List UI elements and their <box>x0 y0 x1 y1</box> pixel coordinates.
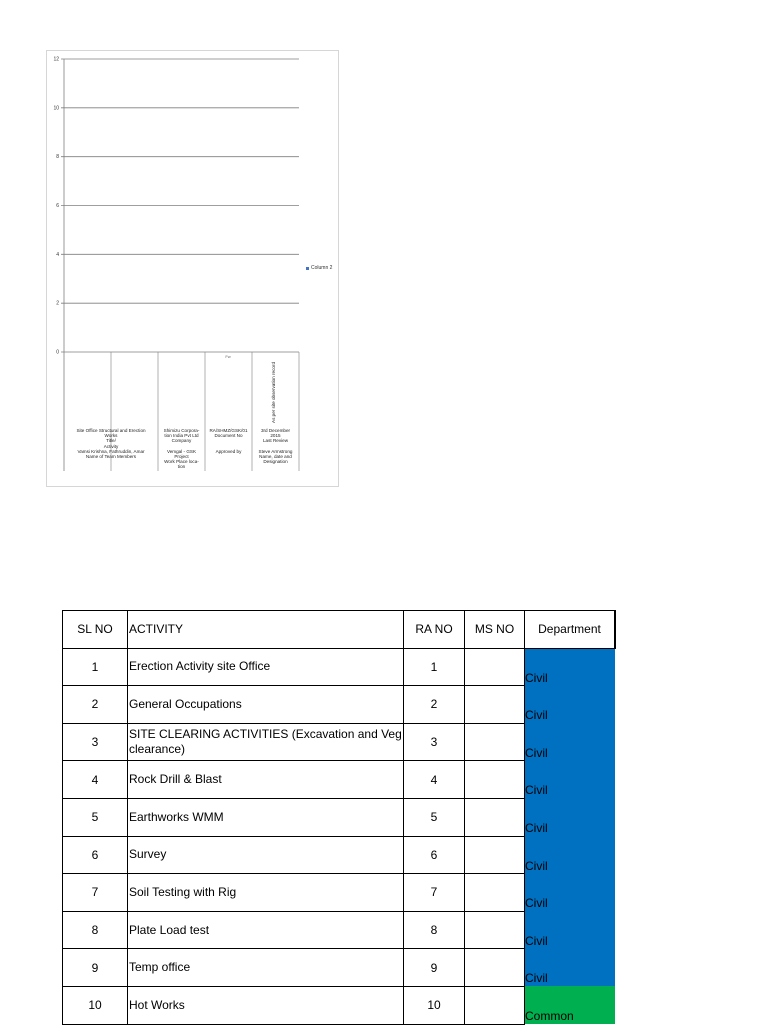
ms-no-cell <box>465 648 525 686</box>
department-cell: Civil <box>525 798 616 836</box>
department-cell: Civil <box>525 686 616 724</box>
sl-no-cell: 5 <box>63 798 128 836</box>
category-label-line: RA/SHMZ/GSK/01 <box>209 428 248 433</box>
category-label-line: 2015 <box>270 433 281 439</box>
department-cell: Civil <box>525 761 616 799</box>
table-row[interactable] <box>63 723 616 761</box>
header-department: Department <box>525 611 616 649</box>
category-label-block <box>252 428 299 464</box>
category-label-line: tion India Pvt Ltd <box>164 433 199 439</box>
table-row[interactable] <box>63 798 616 836</box>
table-row[interactable] <box>63 911 616 949</box>
category-label-block <box>158 428 205 470</box>
category-label-line: Site Office Structural and Erection <box>76 428 146 433</box>
header-activity: ACTIVITY <box>128 611 404 649</box>
activity-cell <box>128 986 404 1024</box>
activity-text: SITE CLEARING ACTIVITIES (Excavation and Veg clearance) <box>129 727 402 757</box>
category-label-line: Work Place loca- <box>164 459 199 465</box>
activity-cell <box>128 761 404 799</box>
activity-text: Erection Activity site Office <box>129 659 271 674</box>
ms-no-cell <box>465 686 525 724</box>
category-label-line: Vamsi Krishna, Fathruddin, Amar <box>77 448 145 454</box>
activity-cell <box>128 686 404 724</box>
sl-no-cell: 7 <box>63 874 128 912</box>
sl-no-cell: 2 <box>63 686 128 724</box>
activity-text: General Occupations <box>129 696 242 711</box>
category-label-line: Title/ <box>106 438 116 444</box>
category-rotated-label: As per site observation record <box>271 361 276 423</box>
sl-no-cell: 10 <box>63 986 128 1024</box>
activity-text: Temp office <box>129 960 191 975</box>
table-body <box>63 648 616 1024</box>
ms-no-cell <box>465 986 525 1024</box>
y-tick-label: 0 <box>56 349 59 356</box>
ra-no-cell: 1 <box>404 648 465 686</box>
activity-text: Soil Testing with Rig <box>129 884 237 899</box>
activity-cell <box>128 874 404 912</box>
activity-text: Survey <box>129 847 167 862</box>
ra-no-cell: 3 <box>404 723 465 761</box>
legend-label: Column 2 <box>311 265 333 271</box>
chart-canvas <box>47 51 340 488</box>
ra-no-cell: 5 <box>404 798 465 836</box>
ms-no-cell <box>465 761 525 799</box>
ra-no-cell: 7 <box>404 874 465 912</box>
sl-no-cell: 9 <box>63 949 128 987</box>
category-label-block <box>205 428 252 454</box>
table-row[interactable] <box>63 986 616 1024</box>
y-tick-label: 8 <box>56 154 59 161</box>
y-tick-label: 10 <box>53 105 59 112</box>
department-cell: Common <box>525 986 616 1024</box>
department-cell: Civil <box>525 949 616 987</box>
activity-cell <box>128 723 404 761</box>
table-row[interactable] <box>63 648 616 686</box>
table-row[interactable] <box>63 949 616 987</box>
header-ra-no: RA NO <box>404 611 465 649</box>
activity-cell <box>128 949 404 987</box>
ra-no-cell: 2 <box>404 686 465 724</box>
sl-no-cell: 8 <box>63 911 128 949</box>
risk-assessment-table <box>62 610 616 1025</box>
category-label-block <box>64 428 158 459</box>
category-label-line: Name, date and <box>259 454 292 460</box>
category-small-label: Fw <box>225 354 231 359</box>
category-label-line: Designation <box>263 459 288 465</box>
activity-text: Earthworks WMM <box>129 809 224 824</box>
activity-cell <box>128 911 404 949</box>
category-label-line: Vemgal - GSK <box>166 448 197 454</box>
ms-no-cell <box>465 911 525 949</box>
department-cell: Civil <box>525 911 616 949</box>
table-row[interactable] <box>63 874 616 912</box>
sl-no-cell: 6 <box>63 836 128 874</box>
y-tick-label: 6 <box>56 203 59 209</box>
activity-cell <box>128 836 404 874</box>
ms-no-cell <box>465 723 525 761</box>
category-label-line: Shimizu Corpora- <box>163 428 200 433</box>
category-label-line: Company <box>171 438 192 444</box>
category-label-line: Steve Armstrong <box>258 448 293 454</box>
category-label-line: Activity <box>103 443 119 449</box>
activity-cell <box>128 798 404 836</box>
header-ms-no: MS NO <box>465 611 525 649</box>
category-label-line: Approved by <box>215 448 242 454</box>
ms-no-cell <box>465 949 525 987</box>
table-row[interactable] <box>63 836 616 874</box>
ra-no-cell: 10 <box>404 986 465 1024</box>
sl-no-cell: 1 <box>63 648 128 686</box>
ra-no-cell: 4 <box>404 761 465 799</box>
department-cell: Civil <box>525 723 616 761</box>
activity-text: Hot Works <box>129 997 185 1012</box>
department-cell: Civil <box>525 836 616 874</box>
embedded-chart[interactable] <box>46 50 339 487</box>
sl-no-cell: 3 <box>63 723 128 761</box>
y-tick-label: 12 <box>53 56 59 63</box>
chart-legend <box>306 265 332 271</box>
department-cell: Civil <box>525 648 616 686</box>
ms-no-cell <box>465 798 525 836</box>
category-label-line: Document No <box>214 433 243 439</box>
y-tick-label: 4 <box>56 251 59 258</box>
activity-text: Rock Drill & Blast <box>129 772 222 787</box>
y-tick-label: 2 <box>56 300 59 307</box>
category-label-line: tion <box>177 464 186 470</box>
category-label-line: Works <box>104 433 118 439</box>
legend-swatch <box>306 267 309 270</box>
sl-no-cell: 4 <box>63 761 128 799</box>
department-cell: Civil <box>525 874 616 912</box>
activity-text: Plate Load test <box>129 922 210 937</box>
category-label-line: Project <box>174 454 189 460</box>
ms-no-cell <box>465 874 525 912</box>
header-sl-no: SL NO <box>63 611 128 649</box>
table-row[interactable] <box>63 761 616 799</box>
ra-no-cell: 9 <box>404 949 465 987</box>
ra-no-cell: 6 <box>404 836 465 874</box>
table-row[interactable] <box>63 686 616 724</box>
ra-no-cell: 8 <box>404 911 465 949</box>
ms-no-cell <box>465 836 525 874</box>
category-label-line: 3rd December <box>260 428 291 433</box>
activity-cell <box>128 648 404 686</box>
table-header-row <box>63 611 616 649</box>
category-label-line: Last Review <box>262 438 289 444</box>
category-label-line: Name of Team Members <box>85 454 137 460</box>
